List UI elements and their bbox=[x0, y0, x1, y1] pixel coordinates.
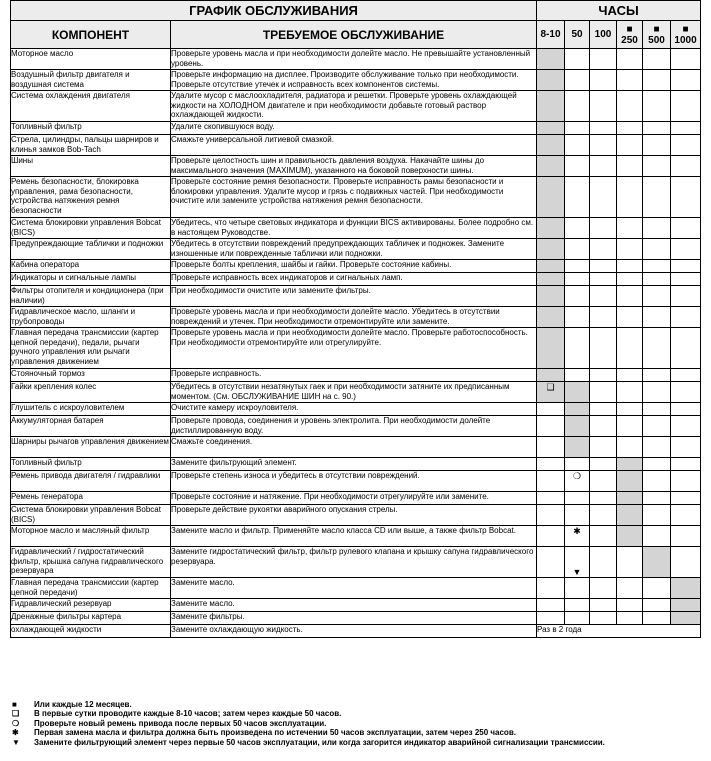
hours-header-50: 50 bbox=[565, 21, 590, 49]
coolant-interval-note: Раз в 2 года bbox=[537, 625, 701, 638]
component-cell: Топливный фильтр bbox=[11, 122, 171, 135]
year-interval-icon: ■ bbox=[682, 23, 689, 35]
component-cell: Шарниры рычагов управления движением bbox=[11, 437, 171, 458]
component-cell: Система блокировки управления Bobcat (BICS) bbox=[11, 505, 171, 526]
component-cell: Система охлаждения двигателя bbox=[11, 91, 171, 122]
table-row bbox=[11, 307, 701, 328]
table-row bbox=[11, 578, 701, 599]
component-cell: Главная передача трансмиссии (картер цепной передачи) bbox=[11, 578, 171, 599]
first-oil-change-icon: ✱ bbox=[12, 728, 19, 738]
service-cell: Проверьте уровень масла и при необходимости долейте масло. Проверьте работоспособность. При необходимости отремонтируйте или отрегулируйте. bbox=[171, 328, 537, 369]
service-cell: Проверьте информацию на дисплее. Производите обслуживание только при необходимости. Проверьте отсутствие утечек и исправность всех компонентов системы. bbox=[171, 70, 537, 91]
service-cell: Смажьте универсальной литиевой смазкой. bbox=[171, 135, 537, 156]
component-column-header: КОМПОНЕНТ bbox=[11, 21, 171, 49]
service-cell: Очистите камеру искроуловителя. bbox=[171, 403, 537, 416]
service-column-header: ТРЕБУЕМОЕ ОБСЛУЖИВАНИЕ bbox=[171, 21, 537, 49]
legend-item bbox=[12, 738, 702, 747]
table-row bbox=[11, 49, 701, 70]
legend-text: Замените фильтрующий элемент через первые 50 часов эксплуатации, или когда загорится индикатор аварийной сигнализации трансмиссии. bbox=[34, 737, 605, 747]
legend-text: Или каждые 12 месяцев. bbox=[34, 700, 132, 709]
first-day-interval-icon: ❑ bbox=[12, 709, 20, 719]
first-filter-change-icon: ▼ bbox=[12, 737, 20, 747]
legend-item bbox=[12, 719, 702, 728]
service-cell: Убедитесь в отсутствии незатянутых гаек и при необходимости затяните их предписанным моментом. (См. ОБСЛУЖИВАНИЕ ШИН на с. 90.) bbox=[171, 382, 537, 403]
service-cell: Удалите скопившуюся воду. bbox=[171, 122, 537, 135]
component-cell: Система блокировки управления Bobcat (BICS) bbox=[11, 218, 171, 239]
table-row bbox=[11, 369, 701, 382]
service-cell: Смажьте соединения. bbox=[171, 437, 537, 458]
table-row bbox=[11, 382, 701, 403]
year-interval-icon: ■ bbox=[12, 700, 17, 709]
service-cell: Проверьте состояние ремня безопасности. Проверьте исправность рамы безопасности и блокировки управления. Удалите мусор и грязь с подвижных частей. При необходимости очистите или замените устройства натяжения ремня безопасности. bbox=[171, 177, 537, 218]
table-row bbox=[11, 91, 701, 122]
service-cell: Замените масло. bbox=[171, 578, 537, 599]
table-row bbox=[11, 437, 701, 458]
component-cell: Шины bbox=[11, 156, 171, 177]
component-cell: Предупреждающие таблички и подножки bbox=[11, 239, 171, 260]
legend bbox=[12, 700, 702, 747]
component-cell: Моторное масло bbox=[11, 49, 171, 70]
component-cell: Аккумуляторная батарея bbox=[11, 416, 171, 437]
table-row bbox=[11, 218, 701, 239]
maintenance-schedule-table bbox=[10, 0, 701, 638]
service-cell: Проверьте исправность всех индикаторов и сигнальных ламп. bbox=[171, 273, 537, 286]
table-row bbox=[11, 239, 701, 260]
legend-text: В первые сутки проводите каждые 8-10 часов; затем через каждые 50 часов. bbox=[34, 709, 342, 719]
service-cell: Замените охлаждающую жидкость. bbox=[171, 625, 537, 638]
service-cell: Проверьте действие рукоятки аварийного опускания стрелы. bbox=[171, 505, 537, 526]
table-row bbox=[11, 70, 701, 91]
table-row bbox=[11, 286, 701, 307]
service-cell: Проверьте уровень масла и при необходимости долейте масло. Не превышайте установленный уровень. bbox=[171, 49, 537, 70]
legend-item bbox=[12, 728, 702, 737]
year-interval-icon: ■ bbox=[626, 23, 633, 35]
first-oil-change-icon: ✱ bbox=[565, 526, 590, 547]
first-day-interval-icon: ❑ bbox=[537, 382, 565, 403]
table-row bbox=[11, 492, 701, 505]
table-row bbox=[11, 403, 701, 416]
service-cell: Замените масло. bbox=[171, 599, 537, 612]
component-cell: Стояночный тормоз bbox=[11, 369, 171, 382]
component-cell: Глушитель с искроуловителем bbox=[11, 403, 171, 416]
table-row bbox=[11, 458, 701, 471]
table-row bbox=[11, 273, 701, 286]
component-cell: Индикаторы и сигнальные лампы bbox=[11, 273, 171, 286]
component-cell: Гидравлическое масло, шланги и трубопроводы bbox=[11, 307, 171, 328]
table-row bbox=[11, 471, 701, 492]
service-cell: Проверьте болты крепления, шайбы и гайки. Проверьте состояние кабины. bbox=[171, 260, 537, 273]
component-cell: Ремень привода двигателя / гидравлики bbox=[11, 471, 171, 492]
service-cell: Проверьте целостность шин и правильность давления воздуха. Накачайте шины до максимального значения (MAXIMUM), указанного на боковой поверхности шины. bbox=[171, 156, 537, 177]
component-cell: Топливный фильтр bbox=[11, 458, 171, 471]
hours-header-1000: ■ 1000 bbox=[671, 21, 701, 49]
component-cell: Ремень генератора bbox=[11, 492, 171, 505]
legend-text: Проверьте новый ремень привода после первых 50 часов эксплуатации. bbox=[34, 718, 327, 728]
hours-header-100: 100 bbox=[590, 21, 617, 49]
component-cell: Главная передача трансмиссии (картер цепной передачи), педали, рычаги ручного управления или рычаги управления движением bbox=[11, 328, 171, 369]
component-cell: охлаждающей жидкости bbox=[11, 625, 171, 638]
legend-text: Первая замена масла и фильтра должна быть произведена по истечении 50 часов эксплуатации, затем через 250 часов. bbox=[34, 728, 516, 738]
component-cell: Гидравлический / гидростатический фильтр, крышка сапуна гидравлического резервуара bbox=[11, 547, 171, 578]
table-row bbox=[11, 599, 701, 612]
component-cell: Гидравлический резервуар bbox=[11, 599, 171, 612]
component-cell: Кабина оператора bbox=[11, 260, 171, 273]
new-belt-check-icon: ❍ bbox=[565, 471, 590, 492]
table-row bbox=[11, 612, 701, 625]
table-row bbox=[11, 505, 701, 526]
service-cell: Проверьте степень износа и убедитесь в отсутствии повреждений. bbox=[171, 471, 537, 492]
service-cell: Удалите мусор с маслоохладителя, радиатора и решетки. Проверьте уровень охлаждающей жидкости на ХОЛОДНОМ двигателе и при необходимости добавьте готовый раствор охлаждающей жидкости. bbox=[171, 91, 537, 122]
legend-item bbox=[12, 700, 702, 709]
service-cell: Проверьте провода, соединения и уровень электролита. При необходимости долейте дистиллированную воду. bbox=[171, 416, 537, 437]
hours-title: ЧАСЫ bbox=[537, 1, 701, 21]
component-cell: Стрела, цилиндры, пальцы шарниров и клинья замков Bob-Tach bbox=[11, 135, 171, 156]
service-cell: При необходимости очистите или замените фильтры. bbox=[171, 286, 537, 307]
table-row bbox=[11, 547, 701, 578]
hours-header-8-10: 8-10 bbox=[537, 21, 565, 49]
table-row bbox=[11, 135, 701, 156]
hours-header-250: ■ 250 bbox=[617, 21, 643, 49]
service-cell: Проверьте исправность. bbox=[171, 369, 537, 382]
service-cell: Замените гидростатический фильтр, фильтр рулевого клапана и крышку сапуна гидравлического резервуара. bbox=[171, 547, 537, 578]
component-cell: Дренажные фильтры картера bbox=[11, 612, 171, 625]
service-cell: Замените фильтрующий элемент. bbox=[171, 458, 537, 471]
year-interval-icon: ■ bbox=[653, 23, 660, 35]
component-cell: Гайки крепления колес bbox=[11, 382, 171, 403]
service-cell: Замените фильтры. bbox=[171, 612, 537, 625]
table-row bbox=[11, 260, 701, 273]
table-row bbox=[11, 177, 701, 218]
component-cell: Моторное масло и масляный фильтр bbox=[11, 526, 171, 547]
table-row bbox=[11, 625, 701, 638]
legend-item bbox=[12, 709, 702, 718]
table-row bbox=[11, 156, 701, 177]
service-cell: Убедитесь в отсутствии повреждений предупреждающих табличек и подножек. Замените изношенные или поврежденные таблички или подножки. bbox=[171, 239, 537, 260]
first-filter-change-icon: ▼ bbox=[565, 547, 590, 578]
component-cell: Воздушный фильтр двигателя и воздушная система bbox=[11, 70, 171, 91]
new-belt-check-icon: ❍ bbox=[12, 718, 20, 728]
hours-header-500: ■ 500 bbox=[643, 21, 671, 49]
service-cell: Убедитесь, что четыре световых индикатора и функции BICS активированы. Более подробно см. в настоящем Руководстве. bbox=[171, 218, 537, 239]
service-cell: Замените масло и фильтр. Применяйте масло класса CD или выше, а также фильтр Bobcat. bbox=[171, 526, 537, 547]
schedule-title: ГРАФИК ОБСЛУЖИВАНИЯ bbox=[11, 1, 537, 21]
table-row bbox=[11, 122, 701, 135]
table-row bbox=[11, 328, 701, 369]
table-row bbox=[11, 526, 701, 547]
component-cell: Ремень безопасности, блокировка управления, рама безопасности, устройства натяжения ремня безопасности bbox=[11, 177, 171, 218]
component-cell: Фильтры отопителя и кондиционера (при наличии) bbox=[11, 286, 171, 307]
table-row bbox=[11, 416, 701, 437]
service-cell: Проверьте уровень масла и при необходимости долейте масло. Убедитесь в отсутствии повреждений и утечек. При необходимости отремонтируйте или замените. bbox=[171, 307, 537, 328]
service-cell: Проверьте состояние и натяжение. При необходимости отрегулируйте или замените. bbox=[171, 492, 537, 505]
